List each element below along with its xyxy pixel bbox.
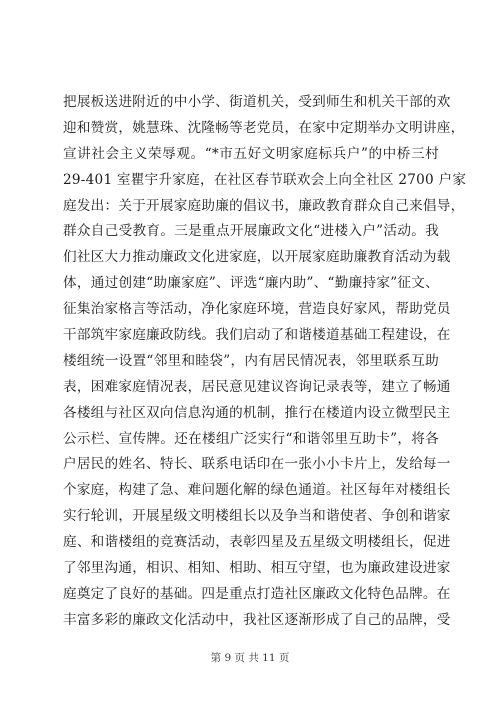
text-line: 群众自己受教育。三是重点开展廉政文化“进楼入户”活动。我 bbox=[63, 223, 439, 240]
text-line: 庭发出：关于开展家庭助廉的倡议书，廉政教育群众自己来倡导， bbox=[63, 197, 465, 214]
text-line: 个家庭，构建了急、难问题化解的绿色通道。社区每年对楼组长 bbox=[63, 482, 451, 499]
text-line: 户居民的姓名、特长、联系电话印在一张小小卡片上，发给每一 bbox=[63, 456, 451, 473]
text-line: 宣讲社会主义荣辱观。“*市五好文明家庭标兵户”的中桥三村 bbox=[63, 145, 439, 162]
text-line: 丰富多彩的廉政文化活动中，我社区逐渐形成了自己的品牌，受 bbox=[63, 611, 451, 628]
body-text bbox=[63, 90, 467, 634]
text-line: 29-401 室瞿宇升家庭，在社区春节联欢会上向全社区 2700 户家 bbox=[63, 171, 467, 188]
text-line: 们社区大力推动廉政文化进家庭，以开展家庭助廉教育活动为载 bbox=[63, 249, 451, 266]
text-line: 各楼组与社区双向信息沟通的机制，推行在楼道内设立微型民主 bbox=[63, 404, 451, 421]
text-line: 庭、和谐楼组的竞赛活动，表彰四星及五星级文明楼组长，促进 bbox=[63, 534, 451, 551]
text-line: 了邻里沟通，相识、相知、相助、相互守望，也为廉政建设进家 bbox=[63, 560, 451, 577]
text-line: 楼组统一设置“邻里和睦袋”，内有居民情况表，邻里联系互助 bbox=[63, 352, 439, 369]
text-line: 干部筑牢家庭廉政防线。我们启动了和谐楼道基础工程建设，在 bbox=[63, 327, 451, 344]
text-line: 表，困难家庭情况表，居民意见建议咨询记录表等，建立了畅通 bbox=[63, 378, 451, 395]
text-line: 实行轮训，开展星级文明楼组长以及争当和谐使者、争创和谐家 bbox=[63, 508, 451, 525]
text-line: 征集治家格言等活动，净化家庭环境，营造良好家风，帮助党员 bbox=[63, 301, 451, 318]
text-line: 庭奠定了良好的基础。四是重点打造社区廉政文化特色品牌。在 bbox=[63, 585, 451, 602]
text-line: 把展板送进附近的中小学、街道机关，受到师生和机关干部的欢 bbox=[63, 94, 451, 110]
text-line: 迎和赞赏，姚慧珠、沈隆畅等老党员，在家中定期举办文明讲座， bbox=[63, 119, 465, 136]
text-line: 体，通过创建“助廉家庭”、评选“廉内助”、“勤廉持家”征文、 bbox=[63, 275, 439, 292]
page-number-footer: 第 9 页 共 11 页 bbox=[210, 652, 290, 664]
text-line: 公示栏、宣传牌。还在楼组广泛实行“和谐邻里互助卡”，将各 bbox=[63, 430, 439, 447]
